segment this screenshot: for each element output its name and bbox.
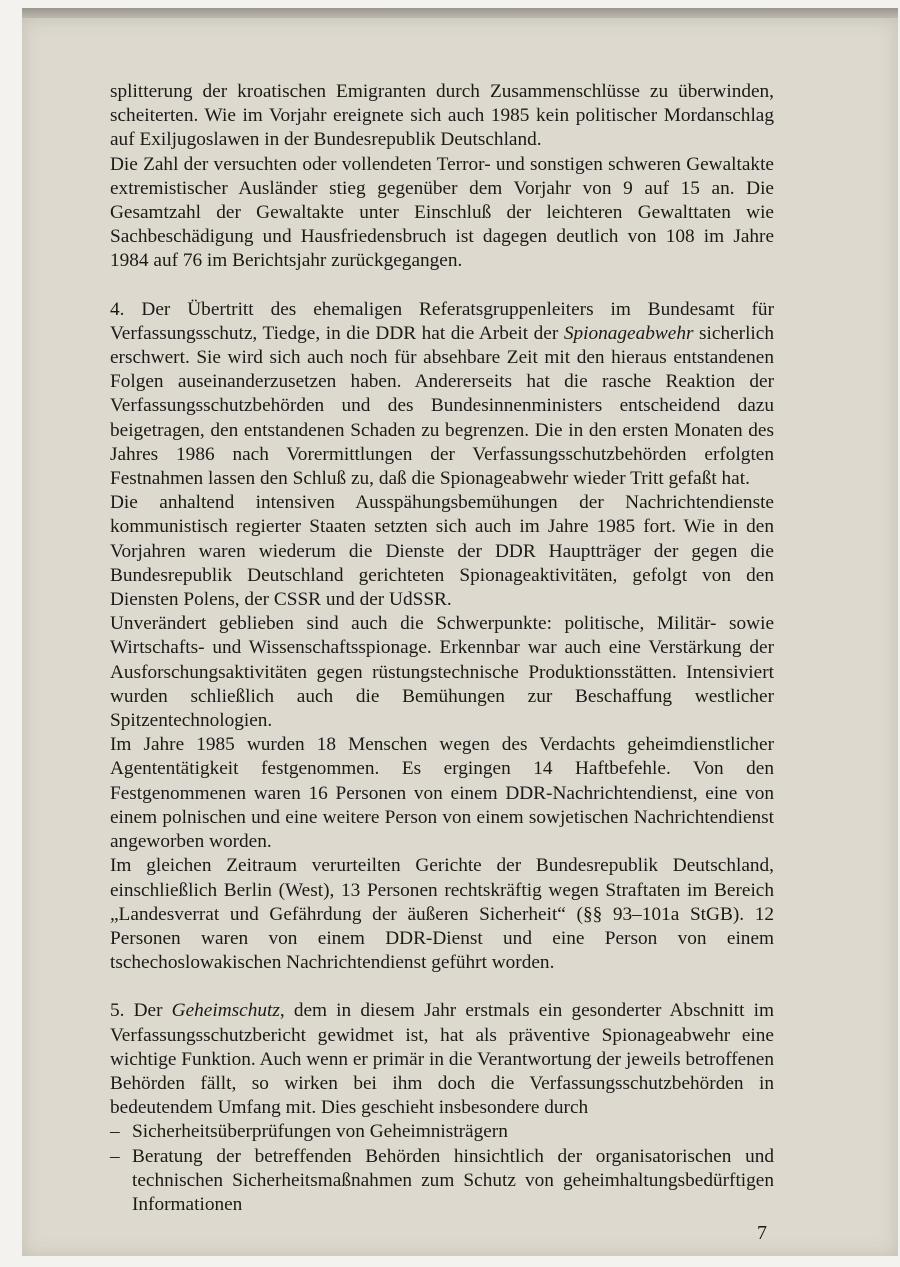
paragraph: Im Jahre 1985 wurden 18 Menschen wegen des Verdachts geheimdienstlicher Agententätigkeit festgenommen. Es ergingen 14 Haftbefehle. Von den Festgenommenen waren 16 Personen von einem DDR-Nachrichtendienst, eine von einem polnischen und eine weitere Person von einem sowjetischen Nachrichtendienst angeworben worden. [110,734,774,853]
list-dash: – [110,1121,120,1143]
paragraph: Im gleichen Zeitraum verurteilten Gerichte der Bundesrepublik Deutschland, einschließlich Berlin (West), 13 Personen rechtskräftig wegen Straftaten im Bereich „Landesverrat und Gefährdung der äußeren Sicherheit“ (§§ 93–101a StGB). 12 Personen waren von einem DDR-Dienst und eine Person von einem tschechoslowakischen Nachrichtendienst geführt worden. [110,855,774,974]
paragraph: Die anhaltend intensiven Ausspähungsbemühungen der Nachrichtendienste kommunistisch regierter Staaten setzten sich auch im Jahre 1985 fort. Wie in den Vorjahren waren wiederum die Dienste der DDR Hauptträger der gegen die Bundesrepublik Deutschland gerichteten Spionageaktivitäten, gefolgt von den Diensten Polens, der CSSR und der UdSSR. [110,492,774,611]
page-number: 7 [757,1222,767,1244]
paragraph-text: 4. Der Übertritt des ehemaligen Referatsgruppenleiters im Bundesamt für Verfassungsschutz, Tiedge, in die DDR hat die Arbeit der [110,298,774,344]
emphasis-spionageabwehr: Spionageabwehr [563,322,694,344]
paragraph: Unverändert geblieben sind auch die Schwerpunkte: politische, Militär- sowie Wirtschafts- und Wissenschaftsspionage. Erkennbar war auch eine Verstärkung der Ausforschungsaktivitäten gegen rüstungstechnische Produktionsstätten. Intensiviert wurden schließlich auch die Bemühungen zur Beschaffung westlicher Spitzentechnologien. [110,613,774,732]
list-dash: – [110,1145,120,1167]
paragraph: splitterung der kroatischen Emigranten durch Zusammenschlüsse zu überwinden, scheiterten. Wie im Vorjahr ereignete sich auch 1985 kein politischer Mordanschlag auf Exiljugoslawen in der Bundesrepublik Deutschland. [110,81,774,151]
list-item [110,1120,774,1144]
paragraph-text: , dem in diesem Jahr erstmals ein gesonderter Abschnitt im Verfassungsschutzbericht gewidmet ist, hat als präventive Spionageabwehr eine wichtige Funktion. Auch wenn er primär in die Verantwortung der jeweils betroffenen Behörden fällt, so wirken bei ihm doch die Verfassungsschutzbehörden in bedeutendem Umfang mit. Dies geschieht insbesondere durch [110,1000,774,1119]
paragraph-text: 5. Der [110,1000,172,1022]
list-item [110,1145,774,1218]
measures-list [110,1120,774,1217]
section-4-paragraph [110,298,774,492]
paragraph: Die Zahl der versuchten oder vollendeten Terror- und sonstigen schweren Gewaltakte extremistischer Ausländer stieg gegenüber dem Vorjahr von 9 auf 15 an. Die Gesamtzahl der Gewaltakte unter Einschluß der leichteren Gewalttaten wie Sachbeschädigung und Hausfriedensbruch ist dagegen deutlich von 108 im Jahre 1984 auf 76 im Berichtsjahr zurückgegangen. [110,153,774,272]
paragraph-text: sicherlich erschwert. Sie wird sich auch noch für absehbare Zeit mit den hieraus entstandenen Folgen auseinanderzusetzen haben. Andererseits hat die rasche Reaktion der Verfassungsschutzbehörden und des Bundesinnenministers entscheidend dazu beigetragen, den entstandenen Schaden zu begrenzen. Die in den ersten Monaten des Jahres 1986 nach Vorermittlungen der Verfassungsschutzbehörden erfolgten Festnahmen lassen den Schluß zu, daß die Spionageabwehr wieder Tritt gefaßt hat. [110,322,774,490]
section-5-paragraph [110,999,774,1120]
list-item-text: Beratung der betreffenden Behörden hinsichtlich der organisatorischen und technischen Sicherheitsmaßnahmen zum Schutz von geheimhaltungsbedürftigen Informationen [132,1145,774,1215]
list-item-text: Sicherheitsüberprüfungen von Geheimnisträgern [132,1121,508,1143]
emphasis-geheimschutz: Geheimschutz [171,1000,280,1022]
body-text [110,80,774,1217]
